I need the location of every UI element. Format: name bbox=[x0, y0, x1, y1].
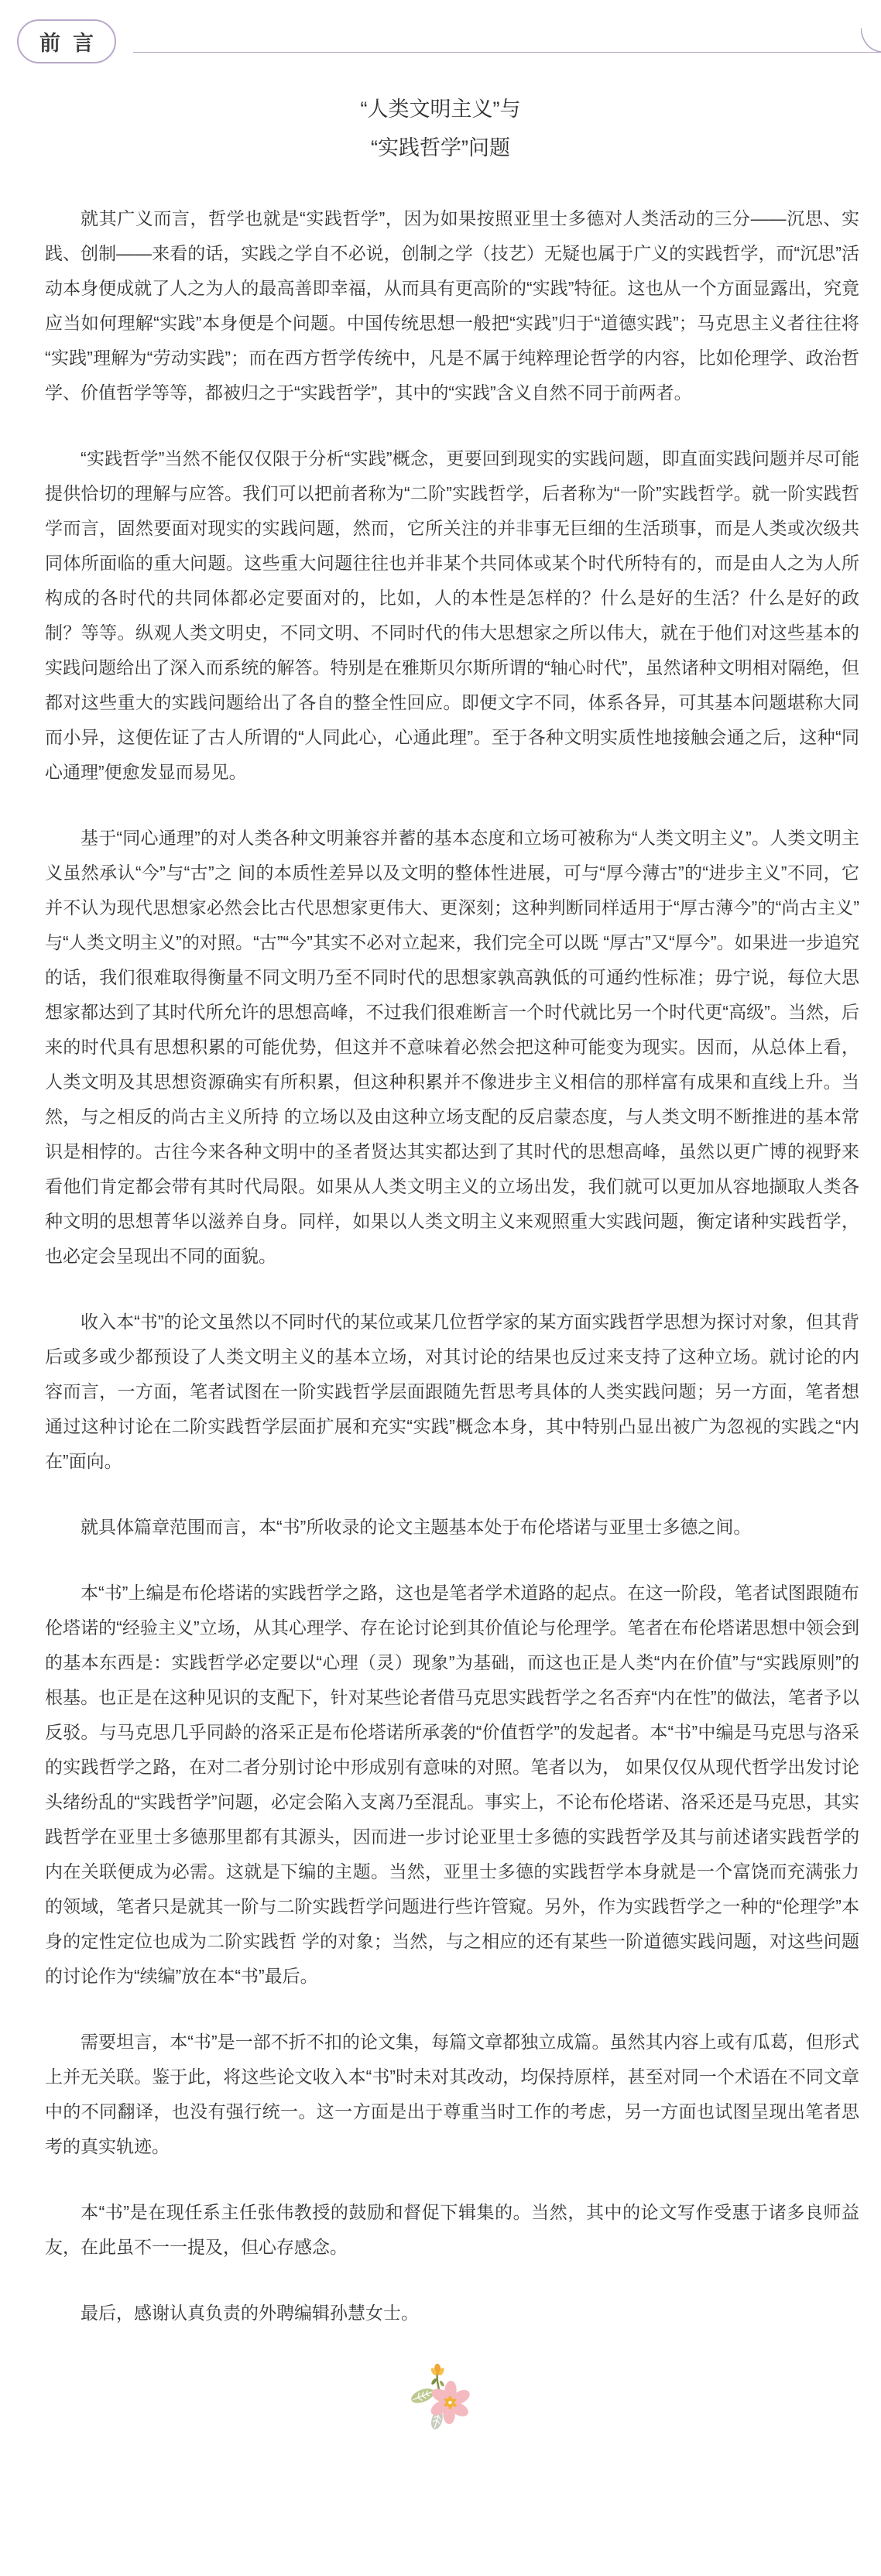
header-divider bbox=[133, 52, 881, 53]
paragraph-3: 基于“同心通理”的对人类各种文明兼容并蓄的基本态度和立场可被称为“人类文明主义”。人类文明主义虽然承认“今”与“古”之 间的本质性差异以及文明的整体性进展，可与“厚今薄古”的“进步主义”不同，它并不认为现代思想家必然会比古代思想家更伟大、更深刻；这种判断同样适用于“厚古薄今”的“尚古主义”与“人类文明主义”的对照。“古”“今”其实不必对立起来，我们完全可以既 “厚古”又“厚今”。如果进一步追究的话，我们很难取得衡量不同文明乃至不同时代的思想家孰高孰低的可通约性标准；毋宁说，每位大思想家都达到了其时代所允许的思想高峰，不过我们很难断言一个时代就比另一个时代更“高级”。当然，后来的时代具有思想积累的可能优势，但这并不意味着必然会把这种可能变为现实。因而，从总体上看，人类文明及其思想资源确实有所积累，但这种积累并不像进步主义相信的那样富有成果和直线上升。当然，与之相反的尚古主义所持 的立场以及由这种立场支配的反启蒙态度，与人类文明不断推进的基本常识是相悖的。古往今来各种文明中的圣者贤达其实都达到了其时代的思想高峰，虽然以更广博的视野来看他们肯定都会带有其时代局限。如果从人类文明主义的立场出发，我们就可以更加从容地撷取人类各种文明的思想菁华以滋养自身。同样，如果以人类文明主义来观照重大实践问题，衡定诸种实践哲学，也必定会呈现出不同的面貌。 bbox=[45, 828, 859, 1266]
paragraph-7: 需要坦言，本“书”是一部不折不扣的论文集，每篇文章都独立成篇。虽然其内容上或有瓜葛，但形式上并无关联。鉴于此，将这些论文收入本“书”时未对其改动，均保持原样，甚至对同一个术语在不同文章中的不同翻译，也没有强行统一。这一方面是出于尊重当时工作的考虑，另一方面也试图呈现出笔者思考的真实轨迹。 bbox=[45, 2032, 859, 2156]
preface-badge-label: 前言 bbox=[39, 32, 106, 55]
document-title bbox=[0, 90, 881, 167]
footer-decoration bbox=[0, 2362, 881, 2460]
paragraph-8: 本“书”是在现任系主任张伟教授的鼓励和督促下辑集的。当然，其中的论文写作受惠于诸多良师益友，在此虽不一一提及，但心存感念。 bbox=[45, 2202, 859, 2257]
flower-bouquet-icon bbox=[404, 2362, 477, 2433]
paragraph-1: 就其广义而言，哲学也就是“实践哲学”，因为如果按照亚里士多德对人类活动的三分——沉思、实践、创制——来看的话，实践之学自不必说，创制之学（技艺）无疑也属于广义的实践哲学，而“沉思”活动本身便成就了人之为人的最高善即幸福，从而具有更高阶的“实践”特征。这也从一个方面显露出，究竟应当如何理解“实践”本身便是个问题。中国传统思想一般把“实践”归于“道德实践”；马克思主义者往往将“实践”理解为“劳动实践”；而在西方哲学传统中，凡是不属于纯粹理论哲学的内容，比如伦理学、政治哲学、价值哲学等等，都被归之于“实践哲学”，其中的“实践”含义自然不同于前两者。 bbox=[45, 208, 859, 403]
paragraph-4: 收入本“书”的论文虽然以不同时代的某位或某几位哲学家的某方面实践哲学思想为探讨对象，但其背后或多或少都预设了人类文明主义的基本立场，对其讨论的结果也反过来支持了这种立场。就讨论的内容而言，一方面，笔者试图在一阶实践哲学层面跟随先哲思考具体的人类实践问题；另一方面，笔者想通过这种讨论在二阶实践哲学层面扩展和充实“实践”概念本身，其中特别凸显出被广为忽视的实践之“内在”面向。 bbox=[45, 1312, 859, 1471]
paragraph-5: 就具体篇章范围而言，本“书”所收录的论文主题基本处于布伦塔诺与亚里士多德之间。 bbox=[81, 1517, 752, 1537]
paragraph-2: “实践哲学”当然不能仅仅限于分析“实践”概念，更要回到现实的实践问题，即直面实践问题并尽可能提供恰切的理解与应答。我们可以把前者称为“二阶”实践哲学，后者称为“一阶”实践哲学。就一阶实践哲学而言，固然要面对现实的实践问题，然而，它所关注的并非事无巨细的生活琐事，而是人类或次级共同体所面临的重大问题。这些重大问题往往也并非某个共同体或某个时代所特有的，而是由人之为人所构成的各时代的共同体都必定要面对的，比如，人的本性是怎样的？什么是好的生活？什么是好的政制？等等。纵观人类文明史，不同文明、不同时代的伟大思想家之所以伟大，就在于他们对这些基本的实践问题给出了深入而系统的解答。特别是在雅斯贝尔斯所谓的“轴心时代”，虽然诸种文明相对隔绝，但都对这些重大的实践问题给出了各自的整全性回应。即便文字不同，体系各异，可其基本问题堪称大同而小异，这便佐证了古人所谓的“人同此心，心通此理”。至于各种文明实质性地接触会通之后，这种“同心通理”便愈发显而易见。 bbox=[45, 448, 859, 782]
paragraph-6: 本“书”上编是布伦塔诺的实践哲学之路，这也是笔者学术道路的起点。在这一阶段，笔者试图跟随布伦塔诺的“经验主义”立场，从其心理学、存在论讨论到其价值论与伦理学。笔者在布伦塔诺思想中领会到的基本东西是：实践哲学必定要以“心理（灵）现象”为基础，而这也正是人类“内在价值”与“实践原则”的根基。也正是在这种见识的支配下，针对某些论者借马克思实践哲学之名否弃“内在性”的做法，笔者予以反驳。与马克思几乎同龄的洛采正是布伦塔诺所承袭的“价值哲学”的发起者。本“书”中编是马克思与洛采的实践哲学之路，在对二者分别讨论中形成别有意味的对照。笔者以为， 如果仅仅从现代哲学出发讨论头绪纷乱的“实践哲学”问题，必定会陷入支离乃至混乱。事实上，不论布伦塔诺、洛采还是马克思，其实践哲学在亚里士多德那里都有其源头，因而进一步讨论亚里士多德的实践哲学及其与前述诸实践哲学的内在关联便成为必需。这就是下编的主题。当然，亚里士多德的实践哲学本身就是一个富饶而充满张力的领域，笔者只是就其一阶与二阶实践哲学问题进行些许管窥。另外，作为实践哲学之一种的“伦理学”本身的定性定位也成为二阶实践哲 学的对象；当然，与之相应的还有某些一阶道德实践问题，对这些问题的讨论作为“续编”放在本“书”最后。 bbox=[45, 1583, 859, 1986]
document-title-line2: “实践哲学”问题 bbox=[371, 136, 510, 159]
corner-arc-decoration bbox=[861, 28, 881, 53]
document-title-line1: “人类文明主义”与 bbox=[360, 98, 521, 121]
preface-content bbox=[0, 201, 881, 2331]
preface-badge bbox=[17, 19, 116, 63]
page-header bbox=[0, 0, 881, 79]
paragraph-9: 最后，感谢认真负责的外聘编辑孙慧女士。 bbox=[81, 2303, 419, 2323]
